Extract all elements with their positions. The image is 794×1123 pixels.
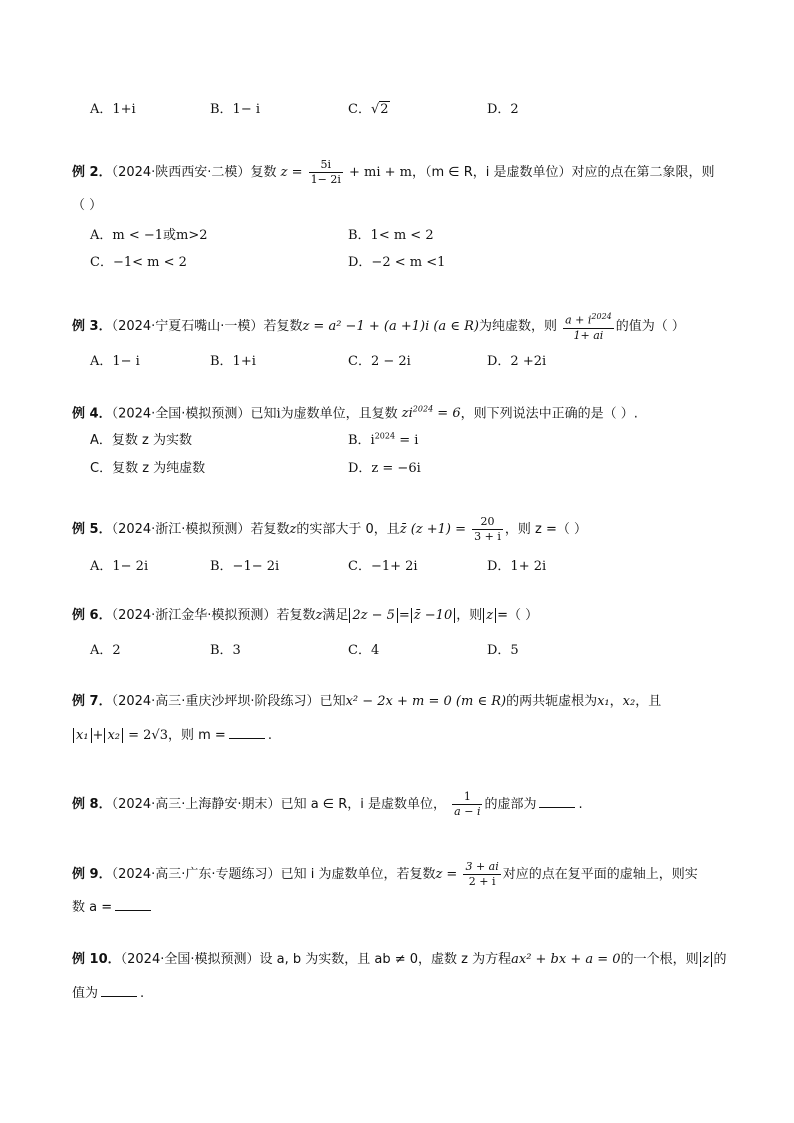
q1-option-c: C．√2 [348,102,389,117]
q6-eq: = [398,608,410,623]
q10-line2 [72,984,144,1004]
q10-absz: z [700,952,713,967]
q9-frac-den: 2 + i [468,875,496,888]
q7-expr: x² − 2x + m = 0 (m ∈ R) [345,694,507,709]
q7-abs-x2: x₂ [104,728,123,743]
q4-option-b [348,429,418,448]
q7-lead: 已知 [319,694,346,709]
q9-line2 [72,898,154,918]
q5-lead: 若复数 [250,522,290,537]
q3-option-d: D．2 +2i [487,354,547,369]
q2-source: （2024·陕西西安·二模） [111,165,251,180]
q8-lead: 已知 a ∈ R，i 是虚数单位， [280,797,447,812]
q8-source: （2024·高三·上海静安·期末） [111,797,281,812]
q5-frac-num: 20 [472,515,503,530]
q2-fraction [309,158,343,187]
q7-abs-x1: x₁ [73,728,92,743]
q5-option-a: A．1− 2i [90,559,149,574]
q6-mid: 满足 [322,608,349,623]
q3-fraction [563,310,614,343]
q5-source: （2024·浙江·模拟预测） [111,522,251,537]
q3-option-b: B．1+i [210,354,256,369]
q4-expr-base: zi [401,406,413,422]
q1-option-c-label: C． [348,102,371,117]
q3-option-a: A．1− i [90,354,140,369]
q6-stem [72,606,538,626]
q5-expr: z̄ (z +1) = [399,522,467,537]
q7-plus: + [92,728,104,743]
q4-option-b-exp: 2024 [374,431,396,441]
q3-expr: z = a² −1 + (a +1)i (a ∈ R) [302,318,479,334]
q2-option-b: B．1< m < 2 [348,228,434,243]
q9-frac-num: 3 + ai [465,860,499,873]
q3-source: （2024·宁夏石嘴山·一模） [111,318,264,334]
q7-source: （2024·高三·重庆沙坪坝·阶段练习） [111,694,320,709]
q5-stem [72,515,587,544]
q8-tail: 的虚部为 [484,797,537,812]
q6-absz: z [483,608,496,623]
q7-line2 [72,726,272,746]
q2-lead: 复数 [250,165,277,180]
q6-source: （2024·浙江金华·模拟预测） [111,608,277,623]
q10-expr: ax² + bx + a = 0 [511,952,621,967]
q9-fraction [463,860,500,889]
q2-cond: （m ∈ R，i 是虚数单位）对应的点在第二象限，则 [424,165,715,180]
q7-label: 例 7． [72,694,112,709]
q6-lead: 若复数 [276,608,316,623]
q10-answer-blank[interactable] [101,984,137,997]
q4-i: i [276,406,281,422]
q3-option-c: C．2 − 2i [348,354,411,369]
q3-frac-num-exp: 2024 [591,312,612,321]
q9-label: 例 9． [72,867,112,882]
q3-stem [72,310,685,343]
q1-option-a: A．1+i [90,102,136,117]
q2-stem [72,158,715,187]
q10-label: 例 10． [72,952,121,967]
q10-lead: 设 a, b 为实数，且 ab ≠ 0，虚数 z 为方程 [259,952,512,967]
q10-tail-b: 的 [713,952,727,967]
q8-label: 例 8． [72,797,112,812]
q10-source: （2024·全国·模拟预测） [120,952,260,967]
q3-frac-num-base: a + i [565,313,592,327]
q5-mid: 的实部大于 0，且 [296,522,400,537]
q8-fraction [452,790,482,819]
q3-lead: 若复数 [263,318,303,334]
q10-line2-text: 值为 [72,986,99,1001]
q4-mid: 为虚数单位，且复数 [280,406,398,422]
q7-stem [72,692,661,712]
q4-expr-tail: = 6 [437,406,461,422]
q6-z: z [315,608,323,623]
q2-rest: + mi + m， [348,165,425,180]
q8-stem [72,790,583,819]
q9-stem [72,860,698,889]
q4-lead: 已知 [250,406,277,422]
q2-paren: （ ） [72,198,103,213]
q6-abs1: 2z − 5 [349,608,398,623]
q7-comma: ， [609,694,623,709]
q3-tail: 的值为（ ） [615,318,685,334]
q4-expr-exp: 2024 [412,405,434,414]
q3-mid: 为纯虚数，则 [478,318,557,334]
q5-z: z [289,522,297,537]
q8-frac-den: a − i [454,805,481,818]
q4-option-b-tail: = i [399,433,419,448]
q7-end: . [267,728,272,743]
q4-option-c: C．复数 z 为纯虚数 [90,461,206,476]
q6-tail-b: =（ ） [497,608,539,623]
q5-option-b: B．−1− 2i [210,559,280,574]
q5-option-d: D．1+ 2i [487,559,547,574]
q6-tail-a: ，则 [456,608,483,623]
q2-z-eq: z = [280,165,303,180]
q10-end: . [140,986,145,1001]
q4-stem [72,400,638,424]
q5-fraction [472,515,503,544]
q1-option-b: B．1− i [210,102,261,117]
q4-expr [402,406,461,421]
q5-option-c: C．−1+ 2i [348,559,418,574]
q7-line2-tail: ，则 m = [168,728,226,743]
q8-end: . [578,797,583,812]
q3-label: 例 3． [72,318,112,334]
q2-frac-num: 5i [309,158,343,173]
q10-stem [72,950,726,970]
q10-tail-a: 的一个根，则 [620,952,699,967]
q4-source: （2024·全国·模拟预测） [111,406,251,422]
q4-label: 例 4． [72,406,112,422]
q9-source: （2024·高三·广东·专题练习） [111,867,281,882]
q9-answer-blank[interactable] [115,898,151,911]
q4-option-d: D．z = −6i [348,461,421,476]
q1-option-c-radicand: 2 [380,102,389,117]
q4-option-a: A．复数 z 为实数 [90,433,192,448]
q2-label: 例 2． [72,165,112,180]
q7-mid: 的两共轭虚根为 [506,694,598,709]
q6-option-c: C．4 [348,643,380,658]
q5-label: 例 5． [72,522,112,537]
q9-z-eq: z = [435,867,458,882]
q5-tail: ，则 z =（ ） [504,522,588,537]
q6-option-a: A．2 [90,643,121,658]
q3-frac-num [563,310,614,329]
q3-frac-den: 1+ ai [573,328,604,342]
q9-lead: 已知 i 为虚数单位，若复数 [280,867,436,882]
q2-option-d: D．−2 < m <1 [348,255,446,270]
q7-tail: ，且 [635,694,662,709]
q8-frac-num: 1 [452,790,482,805]
q8-answer-blank[interactable] [539,795,575,808]
q9-line2-text: 数 a = [72,900,113,915]
q2-frac-den: 1− 2i [310,173,341,186]
q1-option-d: D．2 [487,102,519,117]
q4-tail: ，则下列说法中正确的是（ ）. [460,406,638,422]
q6-option-d: D．5 [487,643,519,658]
q5-frac-den: 3 + i [474,530,501,543]
q7-answer-blank[interactable] [229,726,265,739]
q6-option-b: B．3 [210,643,241,658]
q7-eq: = 2√3 [128,728,168,743]
q9-tail: 对应的点在复平面的虚轴上，则实 [502,867,698,882]
q7-x2: x₂ [622,694,636,709]
q4-option-b-label: B．i [348,433,375,448]
q2-option-c: C．−1< m < 2 [90,255,187,270]
q6-abs2: z̄ −10 [411,608,455,623]
q7-x1: x₁ [597,694,610,709]
q2-option-a: A．m < −1或m>2 [90,228,208,243]
q6-label: 例 6． [72,608,112,623]
